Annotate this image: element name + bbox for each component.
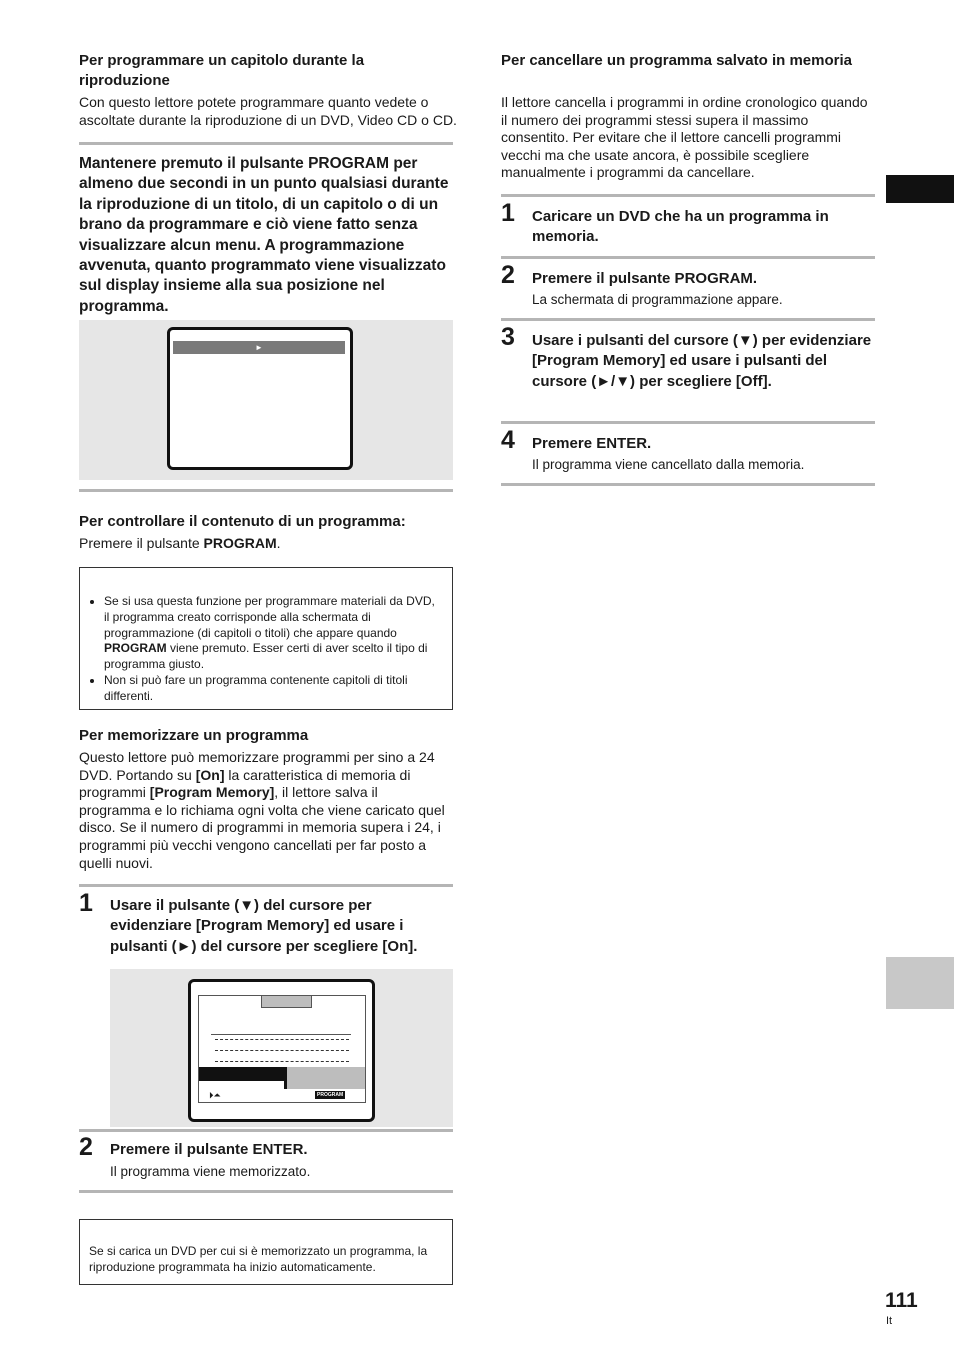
note-item	[104, 594, 442, 673]
program-list-row	[215, 1039, 349, 1040]
section-body-check-program	[79, 535, 453, 553]
step-subtext: Il programma viene memorizzato.	[110, 1164, 311, 1179]
text: viene premuto. Esser certi di aver scelto il tipo di programma giusto.	[104, 641, 428, 672]
divider	[79, 489, 453, 492]
section-title-program-during-playback: Per programmare un capitolo durante la riproduzione	[79, 52, 365, 89]
divider	[79, 142, 453, 145]
program-keyword: PROGRAM	[203, 535, 277, 551]
text: Se si usa questa funzione per programmare materiali da DVD, il programma creato corrisponde alla schermata di programmazione (di capitoli o titoli) che appare quando	[104, 594, 435, 640]
note-item: • Non si può fare un programma contenente capitoli di titoli differenti.	[104, 673, 442, 705]
text: .	[276, 535, 281, 551]
program-memory-row-highlight	[199, 1067, 284, 1081]
menu-title-bar	[261, 995, 312, 1008]
divider	[501, 194, 875, 197]
divider	[501, 256, 875, 259]
divider	[79, 884, 453, 887]
step-text: Usare il pulsante (▼) del cursore per evidenziare [Program Memory] ed usare i pulsanti (►) del cursore per scegliere [On].	[110, 897, 418, 955]
step-number: 1	[79, 889, 93, 917]
section-title-cancel-program: Per cancellare un programma salvato in memoria	[501, 52, 852, 69]
divider	[501, 318, 875, 321]
step-number: 2	[79, 1133, 93, 1161]
divider	[79, 1129, 453, 1132]
program-label-badge: PROGRAM	[317, 1092, 344, 1098]
page-number: 111	[885, 1289, 918, 1312]
program-keyword: PROGRAM	[104, 641, 167, 656]
tv-screen	[188, 979, 375, 1122]
screen-illustration-1	[79, 320, 453, 480]
section-body-program-during-playback: Con questo lettore potete programmare quanto vedete o ascoltate durante la riproduzione di un DVD, Video CD o CD.	[79, 94, 457, 128]
screen-illustration-2	[110, 969, 453, 1127]
note-box-2	[79, 1219, 453, 1285]
section-body-store-program	[79, 749, 453, 872]
note-box-1	[79, 567, 453, 710]
step-text: Caricare un DVD che ha un programma in memoria.	[532, 208, 829, 246]
program-list-row	[215, 1061, 349, 1062]
navigation-icons: ⏵⏶	[209, 1090, 221, 1100]
step-number: 4	[501, 426, 515, 454]
step-number: 1	[501, 199, 515, 227]
side-tab-black	[886, 175, 954, 203]
step-subtext: La schermata di programmazione appare.	[532, 292, 783, 307]
program-list-row	[215, 1050, 349, 1051]
divider	[79, 1190, 453, 1193]
step-text: Premere il pulsante PROGRAM.	[532, 270, 758, 287]
option-on: [On]	[195, 766, 225, 783]
step-number: 2	[501, 261, 515, 289]
step-text: Usare i pulsanti del cursore (▼) per evidenziare [Program Memory] ed usare i pulsanti del cursore (►/▼) per scegliere [Off].	[532, 332, 872, 390]
program-list-box	[211, 1034, 351, 1068]
text: , il lettore salva il programma e lo richiama ogni volta che viene caricato quel disco. Se il numero di programmi in memoria supera i 24, i programmi più vecchi vengono cancellati per far posto a quelli nuovi.	[79, 784, 445, 871]
tv-screen	[167, 327, 353, 470]
step-number: 3	[501, 323, 515, 351]
text: Questo lettore può memorizzare programmi per sino a 24 DVD. Portando su	[79, 749, 435, 783]
program-memory-value	[284, 1067, 365, 1089]
hold-program-instruction: Mantenere premuto il pulsante PROGRAM per almeno due secondi in un punto qualsiasi durante la riproduzione di un titolo, di un capitolo o di un brano da programmare e ciò viene fatto senza visualizzare alcun menu. A programmazione avvenuta, quanto programmato viene visualizzato sul display insieme alla sua posizione nel programma.	[79, 155, 449, 315]
status-bar	[173, 341, 345, 354]
section-body-cancel-program: Il lettore cancella i programmi in ordine cronologico quando il numero dei programmi stessi supera il massimo consentito. Per evitare che il lettore cancelli programmi vecchi ma che usate ancora, è possibile scegliere manualmente i programmi da cancellare.	[501, 94, 868, 181]
option-program-memory: [Program Memory]	[149, 784, 275, 801]
play-icon: ►	[255, 343, 263, 352]
menu-panel	[198, 995, 366, 1103]
section-title-store-program: Per memorizzare un programma	[79, 727, 309, 744]
divider	[501, 483, 875, 486]
section-title-check-program: Per controllare il contenuto di un programma:	[79, 513, 406, 530]
step-text: Premere ENTER.	[532, 435, 652, 452]
divider	[501, 421, 875, 424]
step-text: Premere il pulsante ENTER.	[110, 1141, 308, 1158]
text: la caratteristica di memoria di programmi	[79, 766, 411, 801]
step-subtext: Il programma viene cancellato dalla memoria.	[532, 457, 805, 472]
language-code: It	[886, 1315, 893, 1327]
side-tab-gray	[886, 957, 954, 1009]
text: Premere il pulsante	[79, 535, 204, 551]
note-text: Se si carica un DVD per cui si è memorizzato un programma, la riproduzione programmata ha inizio automaticamente.	[89, 1244, 428, 1274]
